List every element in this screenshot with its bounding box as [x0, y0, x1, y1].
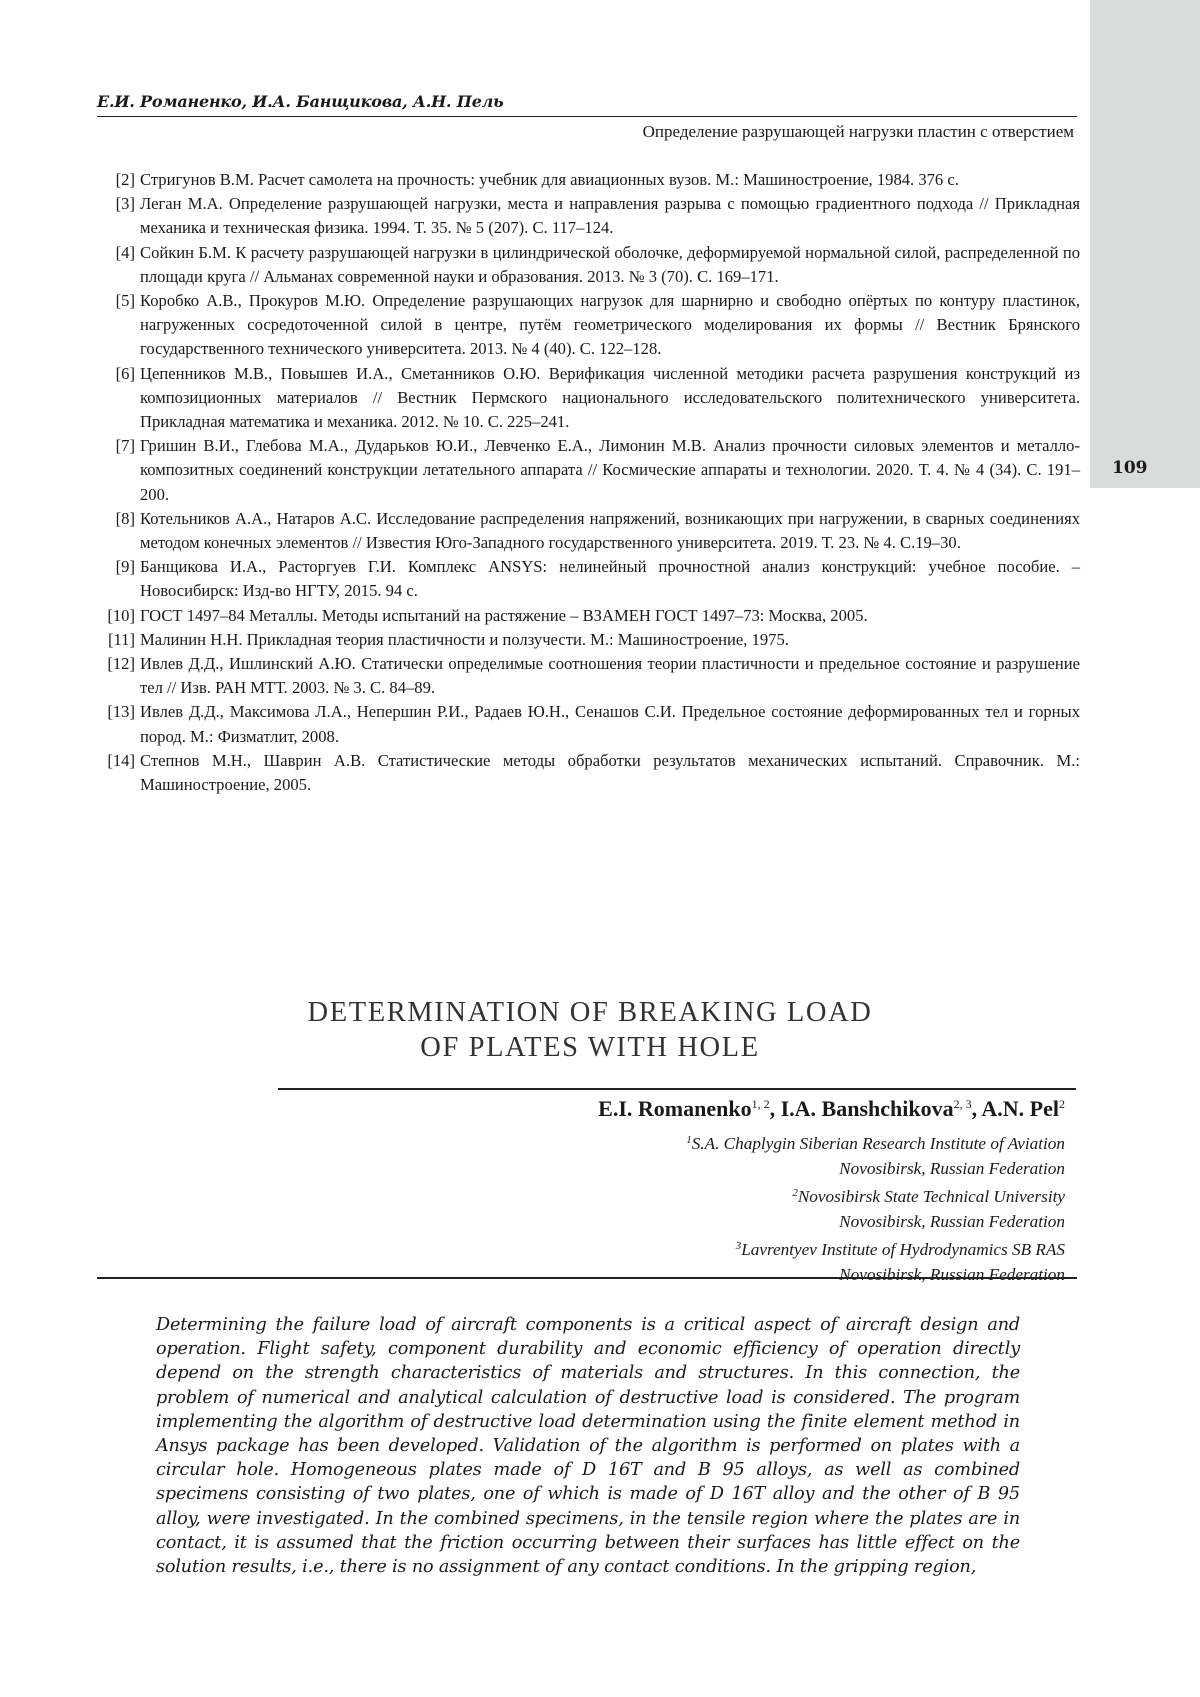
affiliation-location: Novosibirsk, Russian Federation	[97, 1157, 1065, 1182]
reference-number: [4]	[97, 241, 140, 289]
reference-item	[97, 192, 1080, 240]
reference-item	[97, 507, 1080, 555]
reference-text: Малинин Н.Н. Прикладная теория пластичности и ползучести. М.: Машиностроение, 1975.	[140, 628, 1080, 652]
reference-text: Котельников А.А., Натаров А.С. Исследование распределения напряжений, возникающих при нагружении, в сварных соединениях методом конечных элементов // Известия Юго-Западного государственного университета. 2019. Т. 23. № 4. С.19–30.	[140, 507, 1080, 555]
affiliation-name-line	[97, 1181, 1065, 1210]
reference-text: Леган М.А. Определение разрушающей нагрузки, места и направления разрыва с помощью градиентного подхода // Прикладная механика и техническая физика. 1994. Т. 35. № 5 (207). С. 117–124.	[140, 192, 1080, 240]
author-affiliation-marker: 2, 3	[954, 1097, 972, 1111]
running-header-title: Определение разрушающей нагрузки пластин с отверстием	[97, 122, 1074, 142]
affiliation-name: Lavrentyev Institute of Hydrodynamics SB RAS	[741, 1240, 1065, 1259]
reference-text: Степнов М.Н., Шаврин А.В. Статистические методы обработки результатов механических испытаний. Справочник. М.: Машиностроение, 2005.	[140, 749, 1080, 797]
reference-text: Цепенников М.В., Повышев И.А., Сметанников О.Ю. Верификация численной методики расчета разрушения конструкций из композиционных материалов // Вестник Пермского национального исследовательского политехнического университета. Прикладная математика и механика. 2012. № 10. С. 225–241.	[140, 362, 1080, 435]
reference-item	[97, 168, 1080, 192]
reference-item	[97, 362, 1080, 435]
reference-item	[97, 652, 1080, 700]
reference-item	[97, 434, 1080, 507]
affiliation-name-line	[97, 1234, 1065, 1263]
reference-number: [2]	[97, 168, 140, 192]
affiliation-name: Novosibirsk State Technical University	[798, 1187, 1065, 1206]
reference-number: [10]	[97, 604, 140, 628]
affiliations	[97, 1128, 1065, 1287]
affiliation-marker: 2	[792, 1187, 798, 1199]
abstract: Determining the failure load of aircraft components is a critical aspect of aircraft design and operation. Flight safety, component durability and economic efficiency of operation directly depend on the strength characteristics of materials and structures. In this connection, the problem of numerical and analytical calculation of destructive load is considered. The program implementing the algorithm of destructive load determination using the finite element method in Ansys package has been developed. Validation of the algorithm is performed on plates with a circular hole. Homogeneous plates made of D 16T and B 95 alloys, as well as combined specimens consisting of two plates, one of which is made of D 16T alloy and the other of B 95 alloy, were investigated. In the combined specimens, in the tensile region where the plates are in contact, it is assumed that the friction occurring between their surfaces has little effect on the solution results, i.e., there is no assignment of any contact conditions. In the gripping region,	[156, 1313, 1020, 1579]
affiliation-name-line	[97, 1128, 1065, 1157]
article-authors	[97, 1096, 1065, 1122]
author-affiliation-marker: 1, 2	[752, 1097, 770, 1111]
reference-item	[97, 604, 1080, 628]
affiliation-name: S.A. Chaplygin Siberian Research Institute of Aviation	[692, 1134, 1065, 1153]
reference-number: [11]	[97, 628, 140, 652]
reference-number: [9]	[97, 555, 140, 603]
reference-number: [8]	[97, 507, 140, 555]
reference-item	[97, 700, 1080, 748]
reference-number: [6]	[97, 362, 140, 435]
affiliation-marker: 3	[736, 1240, 742, 1252]
side-tab	[1090, 0, 1200, 488]
reference-text: Ивлев Д.Д., Максимова Л.А., Непершин Р.И., Радаев Ю.Н., Сенашов С.И. Предельное состояние деформированных тел и горных пород. М.: Физматлит, 2008.	[140, 700, 1080, 748]
reference-item	[97, 749, 1080, 797]
author-name: I.A. Banshchikova	[781, 1096, 954, 1121]
reference-number: [7]	[97, 434, 140, 507]
author-separator: ,	[770, 1096, 781, 1121]
reference-item	[97, 555, 1080, 603]
author-affiliation-marker: 2	[1059, 1097, 1065, 1111]
running-header-authors: Е.И. Романенко, И.А. Банщикова, А.Н. Пель	[97, 92, 1077, 111]
reference-text: Стригунов В.М. Расчет самолета на прочность: учебник для авиационных вузов. М.: Машиностроение, 1984. 376 с.	[140, 168, 1080, 192]
reference-number: [14]	[97, 749, 140, 797]
header-rule	[97, 116, 1077, 117]
reference-text: Коробко А.В., Прокуров М.Ю. Определение разрушающих нагрузок для шарнирно и свободно опёртых по контуру пластинок, нагруженных сосредоточенной силой в центре, путём геометрического моделирования их формы // Вестник Брянского государственного технического университета. 2013. № 4 (40). С. 122–128.	[140, 289, 1080, 362]
reference-number: [13]	[97, 700, 140, 748]
page-number: 109	[1112, 458, 1172, 478]
affiliation-location: Novosibirsk, Russian Federation	[97, 1263, 1065, 1288]
reference-text: Сойкин Б.М. К расчету разрушающей нагрузки в цилиндрической оболочке, деформируемой нормальной силой, распределенной по площади круга // Альманах современной науки и образования. 2013. № 3 (70). С. 169–171.	[140, 241, 1080, 289]
reference-number: [5]	[97, 289, 140, 362]
article-title	[240, 995, 940, 1065]
article-title-line-1: DETERMINATION OF BREAKING LOAD	[240, 995, 940, 1030]
reference-number: [12]	[97, 652, 140, 700]
title-rule	[278, 1088, 1076, 1090]
reference-item	[97, 289, 1080, 362]
author-separator: ,	[972, 1096, 982, 1121]
author-name: E.I. Romanenko	[598, 1096, 751, 1121]
reference-item	[97, 241, 1080, 289]
affiliation-location: Novosibirsk, Russian Federation	[97, 1210, 1065, 1235]
author-name: A.N. Pel	[981, 1096, 1059, 1121]
affiliation-marker: 1	[686, 1134, 692, 1146]
reference-number: [3]	[97, 192, 140, 240]
reference-text: Гришин В.И., Глебова М.А., Дударьков Ю.И., Левченко Е.А., Лимонин М.В. Анализ прочности силовых элементов и металло-композитных соединений конструкции летательного аппарата // Космические аппараты и технологии. 2020. Т. 4. № 4 (34). С. 191–200.	[140, 434, 1080, 507]
reference-item	[97, 628, 1080, 652]
article-title-line-2: OF PLATES WITH HOLE	[240, 1030, 940, 1065]
reference-text: Банщикова И.А., Расторгуев Г.И. Комплекс ANSYS: нелинейный прочностной анализ конструкций: учебное пособие. – Новосибирск: Изд-во НГТУ, 2015. 94 с.	[140, 555, 1080, 603]
affiliations-rule	[97, 1277, 1077, 1279]
reference-text: ГОСТ 1497–84 Металлы. Методы испытаний на растяжение – ВЗАМЕН ГОСТ 1497–73: Москва, 2005.	[140, 604, 1080, 628]
references-list	[97, 168, 1080, 797]
reference-text: Ивлев Д.Д., Ишлинский А.Ю. Статически определимые соотношения теории пластичности и предельное состояние и разрушение тел // Изв. РАН МТТ. 2003. № 3. С. 84–89.	[140, 652, 1080, 700]
